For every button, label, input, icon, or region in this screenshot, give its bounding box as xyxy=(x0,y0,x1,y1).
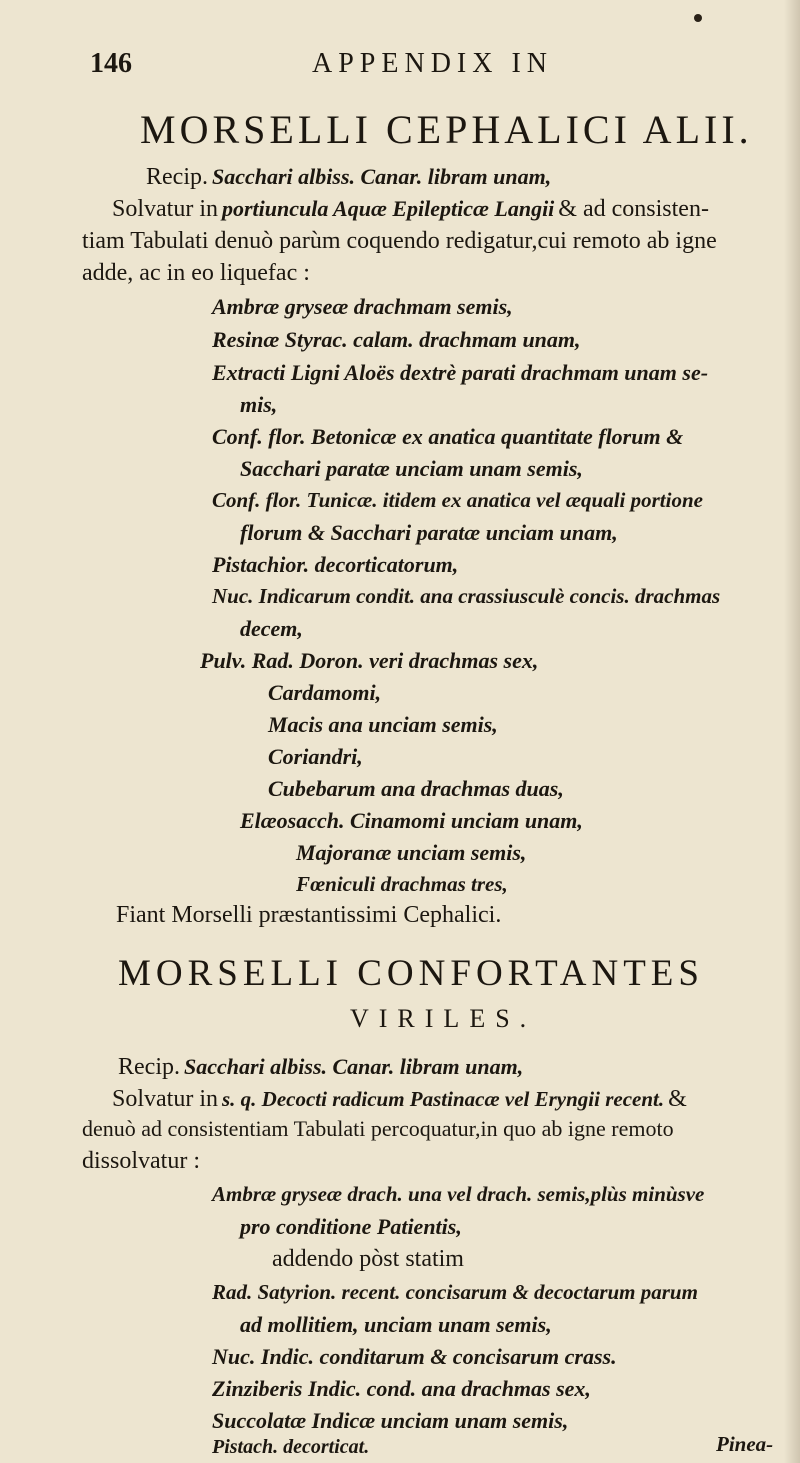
recipe-instruction-line xyxy=(112,1086,687,1113)
catchword: Pinea- xyxy=(716,1432,774,1456)
recipe-main-ingredient: Sacchari albiss. Canar. libram unam, xyxy=(183,1054,524,1079)
ingredient-line: Fœniculi drachmas tres, xyxy=(296,872,508,896)
instruction-text: Solvatur in xyxy=(112,196,218,222)
ingredient-line: Sacchari paratæ unciam unam semis, xyxy=(240,456,583,481)
ingredient-line: Rad. Satyrion. recent. concisarum & decoctarum parum xyxy=(212,1280,698,1304)
ingredient-line: florum & Sacchari paratæ unciam unam, xyxy=(240,520,618,545)
recipe-instruction-line xyxy=(112,196,709,223)
ingredient-line: Conf. flor. Betonicæ ex anatica quantitate florum & xyxy=(212,424,684,449)
instruction-end: & ad consisten- xyxy=(558,196,709,222)
ingredient-line: Coriandri, xyxy=(268,744,363,769)
instruction-text: Solvatur in xyxy=(112,1086,218,1112)
ink-speck xyxy=(694,14,702,22)
instruction-italic: s. q. Decocti radicum Pastinacæ vel Eryngii recent. xyxy=(222,1087,665,1111)
ingredient-line: Elæosacch. Cinamomi unciam unam, xyxy=(240,808,583,833)
ingredient-line: Resinæ Styrac. calam. drachmam unam, xyxy=(212,327,581,352)
ingredient-line: Pistachior. decorticatorum, xyxy=(212,552,459,577)
ingredient-line: Ambræ gryseæ drachmam semis, xyxy=(212,294,513,319)
ingredient-line: Succolatæ Indicæ unciam unam semis, xyxy=(212,1408,569,1433)
ingredient-line: Macis ana unciam semis, xyxy=(268,712,498,737)
closing-line: Fiant Morselli præstantissimi Cephalici. xyxy=(116,902,502,928)
recipe-instruction-line-3: adde, ac in eo liquefac : xyxy=(82,260,310,286)
instruction-italic: portiuncula Aquæ Epilepticæ Langii xyxy=(222,196,555,221)
recipe-instruction-line-2: denuò ad consistentiam Tabulati percoquatur,in quo ab igne remoto xyxy=(82,1116,674,1141)
ingredient-line: decem, xyxy=(240,616,303,641)
ingredient-line: Zinziberis Indic. cond. ana drachmas sex, xyxy=(212,1376,591,1401)
running-title: APPENDIX IN xyxy=(312,48,553,79)
instruction-end: & xyxy=(668,1086,687,1112)
recipe-main-ingredient: Sacchari albiss. Canar. libram unam, xyxy=(211,164,552,189)
ingredient-line: Nuc. Indicarum condit. ana crassiusculè concis. drachmas xyxy=(212,584,721,608)
recip-label: Recip. xyxy=(146,164,208,190)
recipe-instruction-line-2: tiam Tabulati denuò parùm coquendo redigatur,cui remoto ab igne xyxy=(82,228,717,254)
ingredient-line: Cubebarum ana drachmas duas, xyxy=(268,776,564,801)
ingredient-line: Ambræ gryseæ drach. una vel drach. semis,plùs minùsve xyxy=(212,1182,705,1206)
page-edge-shadow xyxy=(784,0,800,1463)
recipe-main-line xyxy=(118,1054,523,1081)
ingredient-line: Majoranæ unciam semis, xyxy=(296,840,527,865)
ingredient-line: Nuc. Indic. conditarum & concisarum crass. xyxy=(212,1344,617,1369)
recipe-instruction-line-3: dissolvatur : xyxy=(82,1148,200,1174)
recipe-main-line xyxy=(146,164,551,191)
ingredient-line: Pistach. decorticat. xyxy=(212,1436,370,1458)
ingredient-line: ad mollitiem, unciam unam semis, xyxy=(240,1312,552,1337)
recip-label: Recip. xyxy=(118,1054,180,1080)
ingredient-line: Cardamomi, xyxy=(268,680,382,705)
section-subtitle: VIRILES. xyxy=(350,1004,537,1033)
ingredient-line: mis, xyxy=(240,392,278,417)
page-number: 146 xyxy=(90,48,132,79)
ingredient-line: Pulv. Rad. Doron. veri drachmas sex, xyxy=(200,648,539,673)
ingredient-line: Extracti Ligni Aloës dextrè parati drachmam unam se- xyxy=(212,360,709,385)
ingredient-line: pro conditione Patientis, xyxy=(240,1214,462,1239)
section-title-confortantes: MORSELLI CONFORTANTES xyxy=(118,953,704,994)
ingredient-line: Conf. flor. Tunicæ. itidem ex anatica vel æquali portione xyxy=(212,488,703,512)
addendo-line: addendo pòst statim xyxy=(272,1246,464,1272)
section-title-cephalici: MORSELLI CEPHALICI ALII. xyxy=(140,107,753,152)
